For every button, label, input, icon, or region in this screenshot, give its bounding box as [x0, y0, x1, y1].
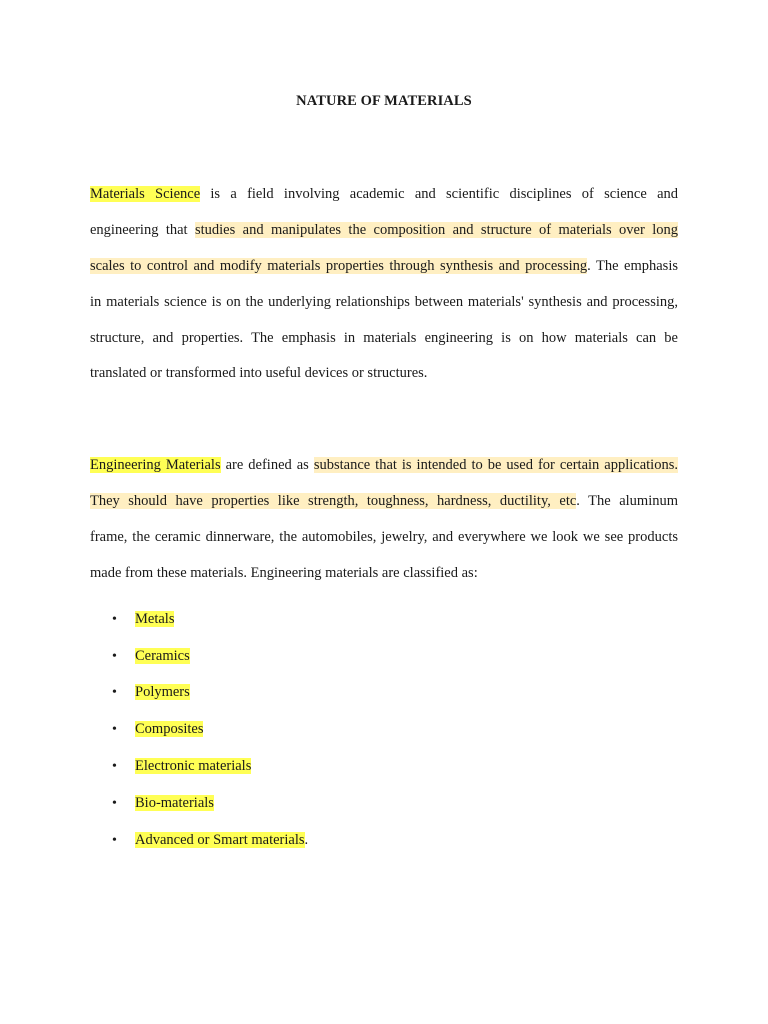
para1-line-4: in materials science is on the underlying relationships between materials' synthesis and processing,: [90, 294, 678, 310]
para1-line-5: structure, and properties. The emphasis in materials engineering is on how materials can be: [90, 330, 678, 346]
bullet-icon: •: [112, 612, 117, 627]
highlight-properties: They should have properties like strength, toughness, hardness, ductility, etc: [90, 493, 577, 509]
bullet-icon: •: [112, 722, 117, 737]
list-item: [112, 756, 251, 777]
highlight-studies: studies and manipulates the composition and structure of materials over long: [194, 222, 678, 238]
list-item-suffix: .: [304, 832, 309, 848]
document-title: NATURE OF MATERIALS: [296, 93, 472, 109]
bullet-icon: •: [112, 649, 117, 664]
para1-text: engineering that: [90, 222, 195, 238]
bullet-icon: •: [112, 759, 117, 774]
list-item-text: Polymers: [135, 684, 190, 700]
para1-line-6: translated or transformed into useful devices or structures.: [90, 365, 428, 381]
list-item-text: Electronic materials: [135, 758, 252, 774]
list-item-text: Advanced or Smart materials: [135, 832, 305, 848]
para2-line-1: [90, 455, 678, 475]
para1-line-1: [90, 184, 678, 204]
list-item: [112, 646, 190, 667]
list-item-text: Metals: [135, 611, 175, 627]
para2-text: . The aluminum: [576, 493, 679, 509]
highlight-scales: scales to control and modify materials properties through synthesis and processing: [90, 258, 588, 274]
list-item-text: Bio-materials: [135, 795, 214, 811]
para1-line-3: [90, 256, 678, 276]
para2-line-4: made from these materials. Engineering materials are classified as:: [90, 565, 478, 581]
para2-text: are defined as: [220, 457, 314, 473]
highlight-materials-science: Materials Science: [90, 186, 201, 202]
list-item: [112, 793, 214, 814]
para2-line-3: frame, the ceramic dinnerware, the automobiles, jewelry, and everywhere we look we see products: [90, 529, 678, 545]
bullet-icon: •: [112, 796, 117, 811]
bullet-icon: •: [112, 685, 117, 700]
list-item: [112, 682, 190, 703]
bullet-icon: •: [112, 833, 117, 848]
list-item: [112, 609, 174, 630]
para1-text: is a field involving academic and scientific disciplines of science and: [200, 186, 678, 202]
highlight-substance: substance that is intended to be used for certain applications.: [313, 457, 678, 473]
para1-text: . The emphasis: [587, 258, 678, 274]
list-item-text: Composites: [135, 721, 204, 737]
highlight-engineering-materials: Engineering Materials: [90, 457, 221, 473]
list-item: [112, 830, 308, 851]
list-item-text: Ceramics: [135, 648, 190, 664]
para1-line-2: [90, 220, 678, 240]
para2-line-2: [90, 491, 678, 511]
list-item: [112, 719, 203, 740]
